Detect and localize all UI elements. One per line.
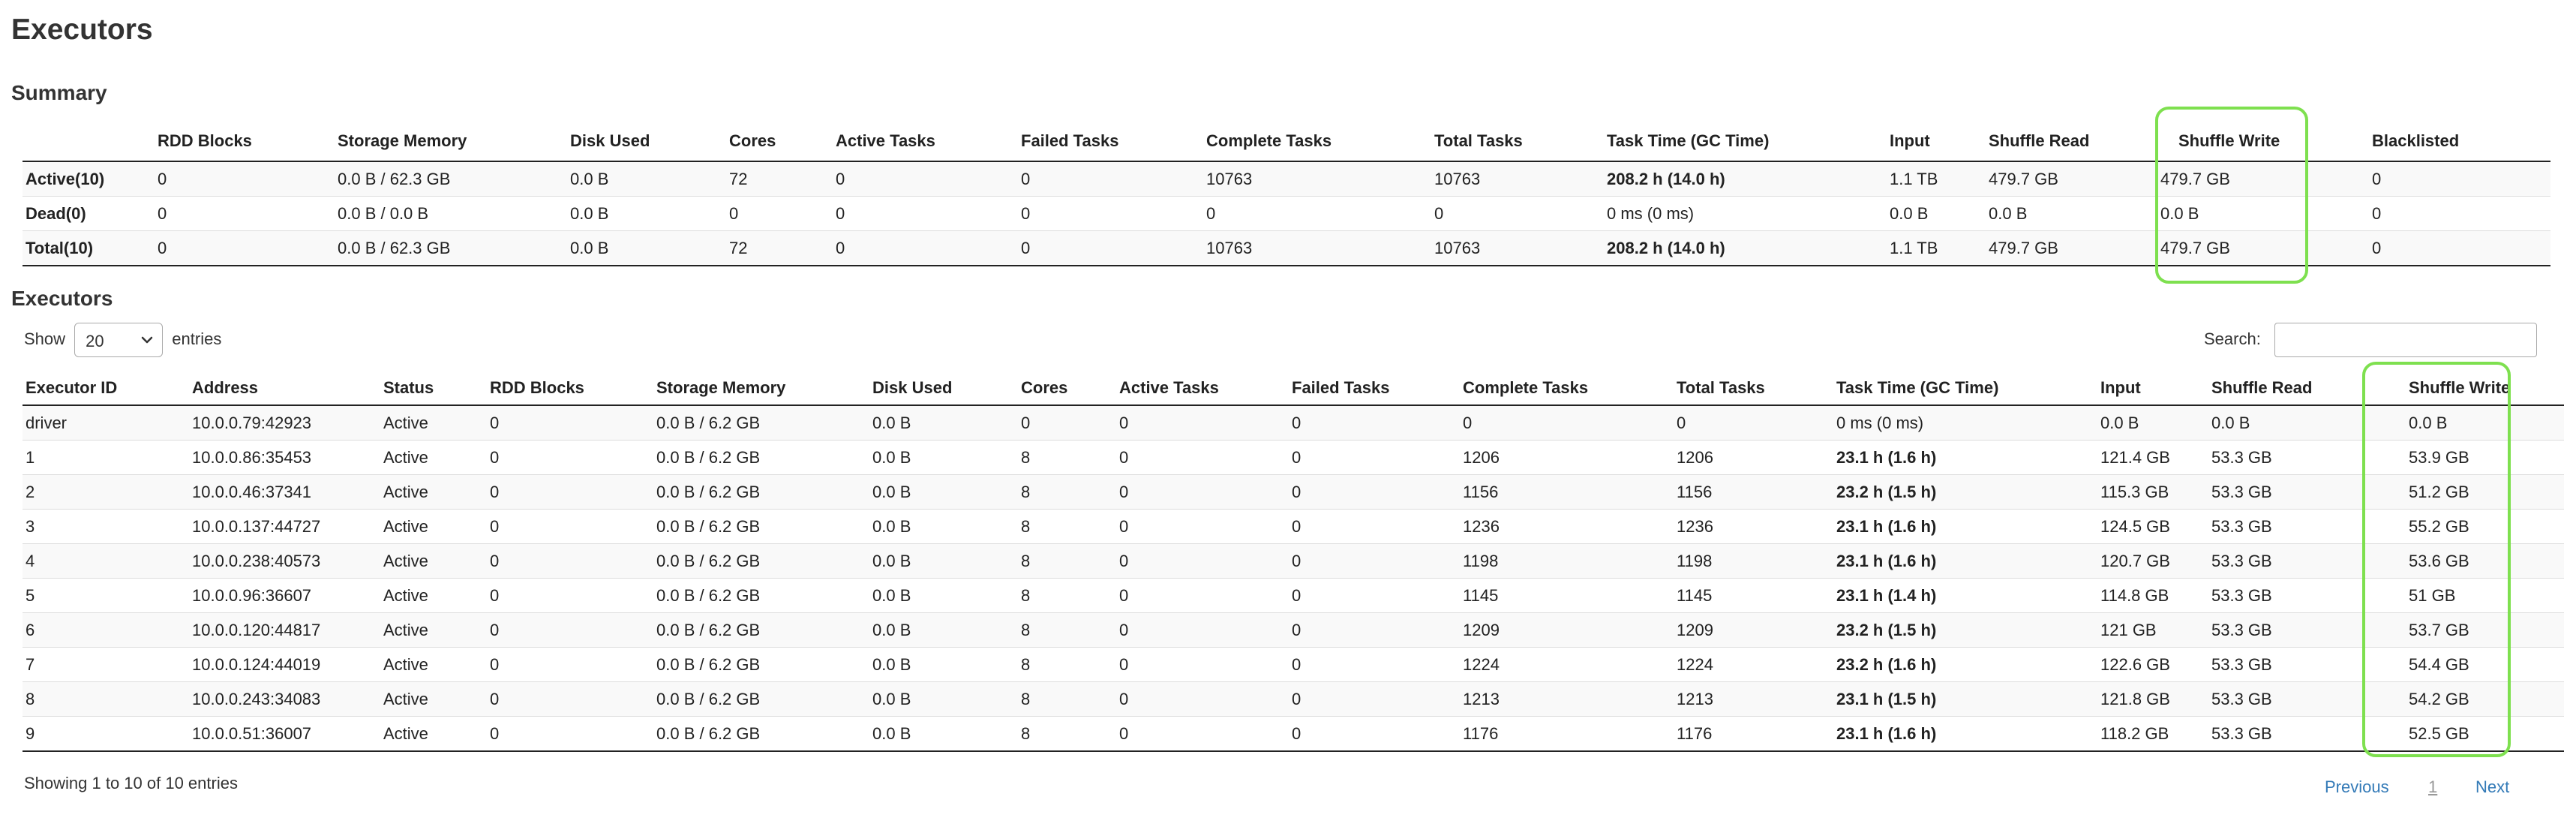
table-cell: 1209	[1460, 613, 1674, 648]
address-cell: 10.0.0.46:37341	[189, 475, 380, 510]
table-cell: 1156	[1460, 475, 1674, 510]
executor-id-cell: 4	[23, 544, 189, 579]
executor-id-cell: driver	[23, 405, 189, 441]
table-cell: 0	[1674, 405, 1833, 441]
current-page-link[interactable]: 1	[2428, 777, 2438, 796]
shuffle-write-summary-highlight	[2155, 107, 2308, 284]
summary-col-failed-tasks[interactable]: Failed Tasks	[1018, 122, 1203, 161]
status-cell: Active	[380, 544, 487, 579]
col-active-tasks[interactable]: Active Tasks	[1116, 371, 1289, 405]
table-cell: 23.1 h (1.4 h)	[1833, 579, 2097, 613]
table-cell: 0.0 B / 6.2 GB	[653, 682, 869, 717]
col-failed-tasks[interactable]: Failed Tasks	[1289, 371, 1460, 405]
shuffle-write-cell: 51 GB	[2386, 579, 2564, 613]
executors-table	[23, 371, 2564, 752]
table-cell: 0	[1289, 475, 1460, 510]
shuffle-write-cell: 0.0 B	[2386, 405, 2564, 441]
table-row	[23, 475, 2564, 510]
table-cell: 122.6 GB	[2097, 648, 2208, 682]
status-cell: Active	[380, 475, 487, 510]
table-cell: 118.2 GB	[2097, 717, 2208, 752]
table-cell: 53.3 GB	[2208, 613, 2386, 648]
table-cell: 0.0 B	[869, 717, 1018, 752]
table-cell: 0	[1116, 510, 1289, 544]
status-cell: Active	[380, 717, 487, 752]
table-cell: 0	[1431, 197, 1604, 231]
table-cell: 0.0 B	[869, 405, 1018, 441]
table-cell: 53.3 GB	[2208, 441, 2386, 475]
status-cell: Active	[380, 510, 487, 544]
page-length-value: 20	[86, 332, 104, 350]
previous-page-link[interactable]: Previous	[2325, 777, 2389, 796]
executor-id-cell: 9	[23, 717, 189, 752]
address-cell: 10.0.0.120:44817	[189, 613, 380, 648]
table-cell: 0	[1289, 613, 1460, 648]
executors-header-row	[23, 371, 2564, 405]
table-cell: 1198	[1674, 544, 1833, 579]
table-cell: 0.0 B / 6.2 GB	[653, 405, 869, 441]
status-cell: Active	[380, 648, 487, 682]
table-cell: 72	[726, 161, 833, 197]
table-cell: 0	[1018, 405, 1116, 441]
table-cell: 0.0 B / 6.2 GB	[653, 510, 869, 544]
summary-col-input[interactable]: Input	[1887, 122, 1986, 161]
table-cell: 1176	[1460, 717, 1674, 752]
next-page-link[interactable]: Next	[2475, 777, 2510, 796]
table-cell: 0	[1116, 613, 1289, 648]
table-cell: 1213	[1460, 682, 1674, 717]
col-storage-memory[interactable]: Storage Memory	[653, 371, 869, 405]
table-cell: 121.8 GB	[2097, 682, 2208, 717]
table-cell: 0.0 B	[869, 510, 1018, 544]
summary-col-shuffle-read[interactable]: Shuffle Read	[1986, 122, 2153, 161]
table-cell: 0	[1289, 544, 1460, 579]
table-cell: 1.1 TB	[1887, 161, 1986, 197]
table-cell: 10763	[1203, 161, 1431, 197]
table-row	[23, 613, 2564, 648]
chevron-down-icon	[140, 332, 155, 347]
table-cell: 1236	[1674, 510, 1833, 544]
table-cell: 0.0 B	[869, 648, 1018, 682]
table-cell: 1198	[1460, 544, 1674, 579]
summary-col-rdd-blocks[interactable]: RDD Blocks	[155, 122, 335, 161]
table-cell: 0	[1289, 579, 1460, 613]
executor-id-cell: 3	[23, 510, 189, 544]
table-cell: 53.3 GB	[2208, 510, 2386, 544]
table-cell: 479.7 GB	[2153, 231, 2369, 266]
table-cell: 10763	[1431, 231, 1604, 266]
table-cell: 0.0 B	[869, 544, 1018, 579]
table-cell: 8	[1018, 613, 1116, 648]
table-cell: 0.0 B / 0.0 B	[335, 197, 567, 231]
address-cell: 10.0.0.238:40573	[189, 544, 380, 579]
executor-id-cell: 8	[23, 682, 189, 717]
table-cell: 0.0 B	[567, 231, 726, 266]
table-cell: 0	[1116, 544, 1289, 579]
table-cell: 0	[833, 161, 1018, 197]
table-cell: 1156	[1674, 475, 1833, 510]
table-cell: 0.0 B	[567, 197, 726, 231]
status-cell: Active	[380, 682, 487, 717]
table-cell: 53.3 GB	[2208, 682, 2386, 717]
table-cell: 0.0 B / 62.3 GB	[335, 161, 567, 197]
table-cell: 479.7 GB	[2153, 161, 2369, 197]
executor-id-cell: 1	[23, 441, 189, 475]
summary-col-active-tasks[interactable]: Active Tasks	[833, 122, 1018, 161]
table-cell: 8	[1018, 544, 1116, 579]
table-cell: 0.0 B	[2153, 197, 2369, 231]
table-cell: 0.0 B	[2097, 405, 2208, 441]
table-cell: 0.0 B / 6.2 GB	[653, 648, 869, 682]
table-cell: 53.3 GB	[2208, 579, 2386, 613]
table-cell: 114.8 GB	[2097, 579, 2208, 613]
col-status[interactable]: Status	[380, 371, 487, 405]
table-cell: 0.0 B / 6.2 GB	[653, 544, 869, 579]
table-cell: 0	[726, 197, 833, 231]
table-cell: 0	[1289, 510, 1460, 544]
table-cell: 8	[1018, 648, 1116, 682]
table-cell: 0.0 B	[869, 682, 1018, 717]
table-cell: 0.0 B	[567, 161, 726, 197]
table-cell: 0	[1289, 717, 1460, 752]
table-cell: 0	[155, 231, 335, 266]
summary-col-shuffle-write[interactable]: Shuffle Write	[2153, 122, 2369, 161]
search-input[interactable]	[2274, 323, 2537, 357]
table-cell: 0	[833, 231, 1018, 266]
table-cell: 0	[487, 405, 653, 441]
table-cell: 1224	[1460, 648, 1674, 682]
table-cell: 8	[1018, 717, 1116, 752]
col-shuffle-read[interactable]: Shuffle Read	[2208, 371, 2386, 405]
col-input[interactable]: Input	[2097, 371, 2208, 405]
table-row	[23, 682, 2564, 717]
table-cell: 0	[487, 717, 653, 752]
shuffle-write-cell: 53.6 GB	[2386, 544, 2564, 579]
summary-row-label: Active(10)	[23, 161, 155, 197]
table-cell: 0.0 B / 6.2 GB	[653, 475, 869, 510]
table-cell: 0.0 B	[869, 579, 1018, 613]
summary-col-total-tasks[interactable]: Total Tasks	[1431, 122, 1604, 161]
table-cell: 23.1 h (1.6 h)	[1833, 510, 2097, 544]
table-cell: 121.4 GB	[2097, 441, 2208, 475]
table-cell: 0.0 B	[1986, 197, 2153, 231]
table-cell: 1176	[1674, 717, 1833, 752]
table-cell: 0	[1116, 717, 1289, 752]
col-address[interactable]: Address	[189, 371, 380, 405]
address-cell: 10.0.0.243:34083	[189, 682, 380, 717]
table-cell: 1236	[1460, 510, 1674, 544]
address-cell: 10.0.0.51:36007	[189, 717, 380, 752]
table-cell: 0	[487, 613, 653, 648]
table-cell: 10763	[1431, 161, 1604, 197]
table-row	[23, 441, 2564, 475]
table-cell: 0	[1289, 405, 1460, 441]
table-row	[23, 717, 2564, 752]
col-total-tasks[interactable]: Total Tasks	[1674, 371, 1833, 405]
table-cell: 0	[2369, 197, 2550, 231]
table-cell: 0.0 B / 6.2 GB	[653, 441, 869, 475]
table-cell: 0	[1289, 648, 1460, 682]
table-cell: 1209	[1674, 613, 1833, 648]
address-cell: 10.0.0.86:35453	[189, 441, 380, 475]
table-row	[23, 510, 2564, 544]
col-task-time[interactable]: Task Time (GC Time)	[1833, 371, 2097, 405]
address-cell: 10.0.0.124:44019	[189, 648, 380, 682]
table-cell: 0	[155, 197, 335, 231]
table-cell: 53.3 GB	[2208, 717, 2386, 752]
table-cell: 1145	[1460, 579, 1674, 613]
shuffle-write-cell: 51.2 GB	[2386, 475, 2564, 510]
table-cell: 0	[487, 682, 653, 717]
table-cell: 0	[487, 510, 653, 544]
table-cell: 208.2 h (14.0 h)	[1604, 161, 1887, 197]
executor-id-cell: 5	[23, 579, 189, 613]
table-cell: 0	[487, 441, 653, 475]
table-row	[23, 405, 2564, 441]
table-cell: 0 ms (0 ms)	[1833, 405, 2097, 441]
table-row	[23, 544, 2564, 579]
table-cell: 1213	[1674, 682, 1833, 717]
status-cell: Active	[380, 613, 487, 648]
col-cores[interactable]: Cores	[1018, 371, 1116, 405]
status-cell: Active	[380, 579, 487, 613]
table-cell: 0.0 B / 6.2 GB	[653, 613, 869, 648]
table-cell: 0	[487, 579, 653, 613]
summary-col-storage-memory[interactable]: Storage Memory	[335, 122, 567, 161]
table-cell: 0.0 B	[869, 475, 1018, 510]
table-cell: 0	[1289, 441, 1460, 475]
table-cell: 121 GB	[2097, 613, 2208, 648]
table-cell: 23.2 h (1.5 h)	[1833, 613, 2097, 648]
table-cell: 72	[726, 231, 833, 266]
status-cell: Active	[380, 405, 487, 441]
summary-heading: Summary	[11, 81, 107, 104]
table-cell: 208.2 h (14.0 h)	[1604, 231, 1887, 266]
summary-col-task-time[interactable]: Task Time (GC Time)	[1604, 122, 1887, 161]
table-cell: 0.0 B	[2208, 405, 2386, 441]
table-cell: 8	[1018, 510, 1116, 544]
table-cell: 1224	[1674, 648, 1833, 682]
shuffle-write-cell: 54.2 GB	[2386, 682, 2564, 717]
shuffle-write-cell: 53.9 GB	[2386, 441, 2564, 475]
search-control	[2204, 323, 2537, 357]
shuffle-write-executors-highlight	[2362, 362, 2511, 757]
table-cell: 23.2 h (1.5 h)	[1833, 475, 2097, 510]
table-cell: 0	[1116, 579, 1289, 613]
table-cell: 0.0 B	[1887, 197, 1986, 231]
executors-heading: Executors	[11, 287, 113, 310]
table-cell: 115.3 GB	[2097, 475, 2208, 510]
executor-id-cell: 7	[23, 648, 189, 682]
col-disk-used[interactable]: Disk Used	[869, 371, 1018, 405]
table-cell: 8	[1018, 475, 1116, 510]
executor-id-cell: 6	[23, 613, 189, 648]
status-cell: Active	[380, 441, 487, 475]
table-cell: 8	[1018, 441, 1116, 475]
executor-id-cell: 2	[23, 475, 189, 510]
show-label: Show	[24, 329, 66, 348]
table-row	[23, 579, 2564, 613]
address-cell: 10.0.0.96:36607	[189, 579, 380, 613]
address-cell: 10.0.0.79:42923	[189, 405, 380, 441]
table-cell: 0	[1289, 682, 1460, 717]
shuffle-write-cell: 52.5 GB	[2386, 717, 2564, 752]
table-cell: 0	[2369, 161, 2550, 197]
table-cell: 0	[155, 161, 335, 197]
table-info: Showing 1 to 10 of 10 entries	[24, 774, 238, 792]
table-cell: 53.3 GB	[2208, 648, 2386, 682]
table-cell: 120.7 GB	[2097, 544, 2208, 579]
summary-col-complete-tasks[interactable]: Complete Tasks	[1203, 122, 1431, 161]
page-title: Executors	[11, 14, 153, 46]
table-cell: 124.5 GB	[2097, 510, 2208, 544]
col-rdd-blocks[interactable]: RDD Blocks	[487, 371, 653, 405]
summary-col-blacklisted[interactable]: Blacklisted	[2369, 122, 2550, 161]
page-length-select[interactable]	[74, 323, 163, 357]
table-cell: 23.1 h (1.6 h)	[1833, 441, 2097, 475]
shuffle-write-cell: 55.2 GB	[2386, 510, 2564, 544]
table-cell: 0	[1116, 648, 1289, 682]
table-cell: 0.0 B / 6.2 GB	[653, 717, 869, 752]
summary-row-label: Total(10)	[23, 231, 155, 266]
table-cell: 0	[1018, 197, 1203, 231]
shuffle-write-cell: 53.7 GB	[2386, 613, 2564, 648]
table-cell: 0	[1018, 161, 1203, 197]
table-cell: 0	[487, 475, 653, 510]
table-cell: 23.1 h (1.6 h)	[1833, 717, 2097, 752]
table-row	[23, 648, 2564, 682]
table-cell: 8	[1018, 579, 1116, 613]
entries-label: entries	[172, 329, 222, 348]
table-cell: 0	[1203, 197, 1431, 231]
shuffle-write-cell: 54.4 GB	[2386, 648, 2564, 682]
table-cell: 8	[1018, 682, 1116, 717]
table-cell: 23.1 h (1.5 h)	[1833, 682, 2097, 717]
table-cell: 479.7 GB	[1986, 231, 2153, 266]
search-label: Search:	[2204, 329, 2261, 348]
table-cell: 1.1 TB	[1887, 231, 1986, 266]
address-cell: 10.0.0.137:44727	[189, 510, 380, 544]
table-cell: 0.0 B	[869, 613, 1018, 648]
table-cell: 0	[1116, 475, 1289, 510]
table-cell: 23.1 h (1.6 h)	[1833, 544, 2097, 579]
table-cell: 0 ms (0 ms)	[1604, 197, 1887, 231]
summary-col-disk-used[interactable]: Disk Used	[567, 122, 726, 161]
page-length-control	[24, 323, 221, 357]
table-cell: 479.7 GB	[1986, 161, 2153, 197]
table-cell: 0	[487, 648, 653, 682]
col-complete-tasks[interactable]: Complete Tasks	[1460, 371, 1674, 405]
table-cell: 0.0 B / 6.2 GB	[653, 579, 869, 613]
table-cell: 0	[1116, 405, 1289, 441]
table-cell: 23.2 h (1.6 h)	[1833, 648, 2097, 682]
table-cell: 0	[833, 197, 1018, 231]
table-cell: 0	[1460, 405, 1674, 441]
table-cell: 1145	[1674, 579, 1833, 613]
table-cell: 0	[487, 544, 653, 579]
table-cell: 0	[2369, 231, 2550, 266]
table-cell: 10763	[1203, 231, 1431, 266]
col-executor-id[interactable]: Executor ID	[23, 371, 189, 405]
table-cell: 0.0 B	[869, 441, 1018, 475]
table-cell: 0	[1116, 682, 1289, 717]
table-cell: 1206	[1674, 441, 1833, 475]
table-cell: 0	[1018, 231, 1203, 266]
summary-col-cores[interactable]: Cores	[726, 122, 833, 161]
table-cell: 53.3 GB	[2208, 475, 2386, 510]
table-cell: 0.0 B / 62.3 GB	[335, 231, 567, 266]
table-cell: 0	[1116, 441, 1289, 475]
summary-col-label	[23, 122, 155, 161]
table-cell: 1206	[1460, 441, 1674, 475]
table-cell: 53.3 GB	[2208, 544, 2386, 579]
summary-row-label: Dead(0)	[23, 197, 155, 231]
col-shuffle-write[interactable]: Shuffle Write	[2386, 371, 2564, 405]
